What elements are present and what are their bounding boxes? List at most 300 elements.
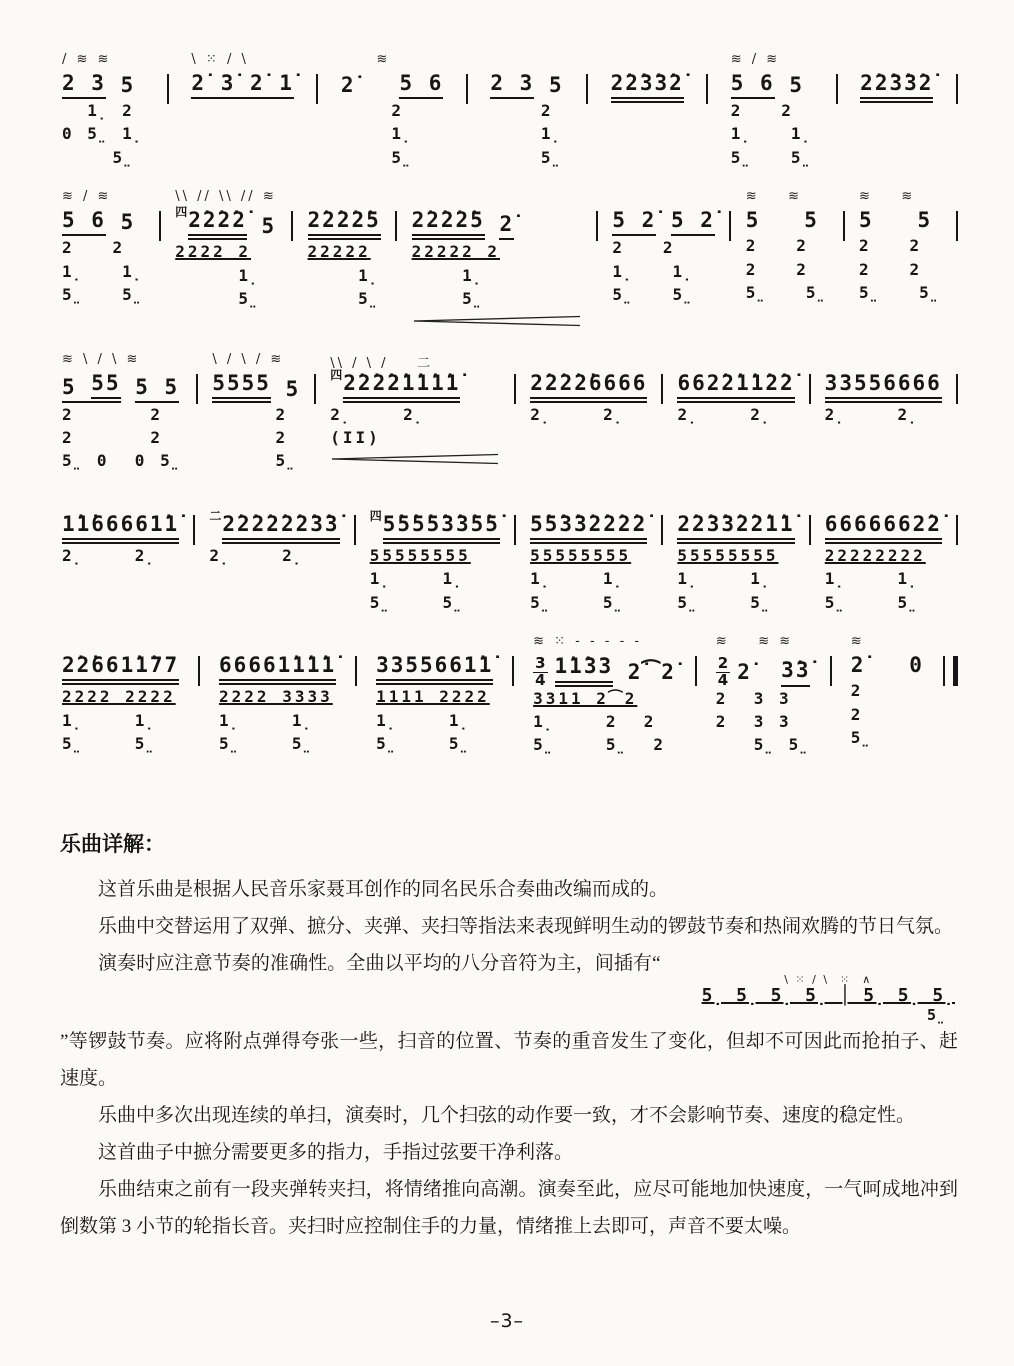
ornament-row: / ≋ ≋ <box>62 52 112 67</box>
note-group: 2 3 <box>490 72 534 99</box>
inline-notation-chord: 5̤ <box>926 1005 945 1024</box>
barline <box>943 656 958 686</box>
ornament-row <box>62 634 179 654</box>
melody-row <box>308 209 381 240</box>
measure <box>308 189 381 310</box>
score-system <box>62 352 958 473</box>
note-group: 1̇1̇33 <box>555 655 614 686</box>
melody-notes <box>611 72 684 103</box>
chord-row: 2 2 <box>745 236 809 256</box>
melody-notes <box>746 209 819 234</box>
note-group: 55 <box>91 372 120 403</box>
chord-row: 1̣ 1̣ <box>530 569 626 589</box>
melody-row <box>533 654 676 687</box>
melody-row <box>530 372 647 403</box>
ornament-row: ≋ ≋ <box>858 189 916 205</box>
chord-row: 2 2 <box>858 259 923 279</box>
note-group: 5555 <box>212 372 271 403</box>
note-group: 6666 <box>219 654 278 685</box>
melody-notes <box>530 372 647 403</box>
note-group: 1̇1̇2̇2̇ <box>736 372 795 403</box>
barline <box>843 211 845 241</box>
chord-row: 5̤ 5̤ <box>369 592 465 612</box>
chord-row: 2222 2222 <box>62 687 176 707</box>
chord-row: 1̣ 1̣ <box>62 261 145 281</box>
melody-row <box>191 72 294 99</box>
chord-row: 2̣ 2̣ <box>824 404 920 424</box>
ornament-row <box>530 352 647 372</box>
chord-row: 3311 2⁀2 <box>533 688 638 708</box>
chord-row: 2 3 3 <box>715 711 792 731</box>
barline <box>729 211 731 241</box>
note-group: 5 6 <box>731 72 775 99</box>
measure <box>341 52 444 169</box>
melody-notes <box>62 513 179 544</box>
note-group: 2̇2̇2̇2̇ <box>589 513 648 544</box>
note-group: 2 3 <box>62 72 106 99</box>
melody-notes <box>612 209 715 236</box>
melody-row <box>62 513 179 544</box>
time-denominator: 4 <box>717 670 729 689</box>
score-system <box>62 52 958 169</box>
melody-row <box>376 654 493 685</box>
note-group: 5 <box>62 376 91 403</box>
score <box>62 52 958 777</box>
note-group: 1̇1̇66 <box>62 513 121 544</box>
melody-row <box>612 209 715 236</box>
inline-notation-ornaments: \ ⁙ / \ ⁙ ∧ <box>784 973 873 987</box>
note-group: 3355 <box>376 654 435 685</box>
chord-row: (II) <box>330 428 381 448</box>
note-group: 2̇2̇2̇2̇ <box>188 209 247 240</box>
chord-row: 5̤ <box>490 147 564 167</box>
barline <box>193 515 195 545</box>
melody-notes <box>825 372 942 403</box>
chord-row: 2 2 <box>858 236 923 256</box>
barline <box>466 74 468 104</box>
paragraph-sweep: 乐曲中多次出现连续的单扫，演奏时，几个扫弦的动作要一致，才不会影响节奏、速度的稳定性。 <box>98 1105 916 1127</box>
chord-row: 1̣ 1̣ <box>376 710 472 730</box>
ornament-row <box>62 493 179 513</box>
melody-row <box>62 209 144 236</box>
ornament-row: \\ // \\ // ≋ <box>175 189 277 205</box>
chord-row: 1̣ <box>175 265 261 285</box>
paragraph-ending: 乐曲结束之前有一段夹弹转夹扫，将情绪推向高潮。演奏至此，应尽可能地加快速度，一气呵成地冲到倒数第 3 小节的轮指长音。夹扫时应控制住手的力量，情绪推上去即可，声音不要太噪。 <box>60 1179 958 1238</box>
melody-notes <box>62 72 135 99</box>
paragraph-finger-strength: 这首曲子中摭分需要更多的指力，手指过弦要干净利落。 <box>98 1142 574 1164</box>
measure <box>191 52 294 99</box>
barline <box>512 656 514 686</box>
chord-row: 5̤ <box>340 147 414 167</box>
chord-row: 2 <box>850 681 864 701</box>
ornament-row: \ / \ / ≋ <box>212 351 285 367</box>
note-group: 5 <box>774 73 804 97</box>
chord-row: 5̤ 5̤ <box>715 735 811 755</box>
note-group <box>485 215 500 240</box>
chord-row: 5̤ <box>850 727 873 747</box>
ornament-row: ≋ <box>340 52 391 67</box>
note-group: 5̇5̇3̇3̇ <box>530 513 589 544</box>
barline <box>695 656 697 686</box>
melody-row <box>677 513 794 544</box>
melody-notes <box>383 513 500 544</box>
melody-row <box>825 372 942 403</box>
time-signature <box>716 656 730 689</box>
barline <box>159 211 161 241</box>
melody-row <box>62 72 144 99</box>
measure <box>533 634 676 757</box>
score-system <box>62 493 958 614</box>
note-group: 1̇1̇1̇1̇ <box>278 654 337 685</box>
chord-row: 1111 2222 <box>376 687 490 707</box>
note-group: 661̇1̇ <box>435 654 494 685</box>
chord-row: 5̤ 5̤ <box>745 283 829 303</box>
measure <box>677 493 794 614</box>
melody-notes <box>212 372 300 403</box>
chord-row: 2 2 <box>730 101 794 121</box>
score-system <box>62 189 958 331</box>
ornament-row <box>677 352 794 372</box>
note-group: 5 <box>105 73 136 97</box>
note-group: 5 <box>105 210 136 235</box>
note-group: 1̇1̇1̇1̇ <box>402 372 461 403</box>
chord-row: 1̣ <box>340 124 414 144</box>
chord-row: 5̤ 5̤ <box>62 733 158 753</box>
chord-row: 2̣ 2̣ <box>530 404 626 424</box>
note-group: 2̇2̇3̇3̇ <box>281 513 340 544</box>
melody-notes <box>851 654 924 679</box>
inline-notation-notes: 5̣ 5̣ 5̣ 5̣ │ 5̣ 5̣ 5̣ <box>701 985 955 1007</box>
melody-row <box>677 372 794 403</box>
melody-row <box>859 209 941 234</box>
melody-notes <box>341 72 444 99</box>
ornament-row: ≋ / ≋ <box>730 52 781 67</box>
commentary-heading: 乐曲详解： <box>60 832 165 856</box>
measure <box>677 352 794 426</box>
chord-row: 1̣ 1̣ <box>62 710 158 730</box>
chord-row: 5̤ 5̤ <box>612 285 695 305</box>
note-group: 2̇ 3̇ 2̇ 1̇ <box>191 72 294 99</box>
melody-notes <box>677 513 794 544</box>
note-group: 5 2̇ <box>612 209 656 236</box>
melody-notes <box>62 372 179 403</box>
note-group: 2̇ <box>340 73 400 97</box>
barline <box>809 374 811 404</box>
barline <box>661 515 663 545</box>
chord-row: 1̣ 1̣ <box>219 710 315 730</box>
note-group: 2̇2̇1̇1̇ <box>736 513 795 544</box>
paragraph-techniques: 乐曲中交替运用了双弹、摭分、夹弹、夹扫等指法来表现鲜明生动的锣鼓节奏和热闹欢腾的节日气氛。 <box>98 915 954 937</box>
barline <box>514 374 516 404</box>
chord-row: 5̤ <box>212 451 298 471</box>
note-group: 5 5 <box>745 208 819 233</box>
barline <box>830 656 832 686</box>
ornament-row <box>677 493 794 513</box>
melody-row <box>611 72 684 103</box>
ornament-row <box>825 352 942 372</box>
measure <box>62 52 144 169</box>
barline <box>314 374 316 404</box>
ornament-row <box>860 52 933 72</box>
melody-notes <box>825 513 942 544</box>
note-group: 2̇ <box>499 213 514 240</box>
measure <box>330 352 500 471</box>
melody-notes <box>677 372 794 403</box>
ornament-row <box>370 493 500 513</box>
melody-notes <box>859 209 932 234</box>
note-group: 2̇2̇2̇2̇5 <box>308 209 381 240</box>
note-group: 5̇5̇5̇5̇ <box>383 513 442 544</box>
note-group: 5 <box>270 376 301 401</box>
melody-notes <box>490 72 563 99</box>
chord-row: 5̤ 5̤ <box>677 592 773 612</box>
measure <box>860 52 933 103</box>
measure <box>825 493 942 614</box>
ornament-row: ≋ <box>850 634 865 650</box>
ornament-row <box>209 493 339 513</box>
chord-row: 5̤ 5̤ <box>824 592 920 612</box>
chord-row: 5̤ <box>62 147 135 167</box>
ornament-row <box>412 189 582 209</box>
note-group: 2̇2̇66 <box>62 654 121 685</box>
measure <box>219 634 336 755</box>
note-group: 2̇2̇3̇3̇2̇ <box>611 72 684 103</box>
chord-row: 2222 3333 <box>219 687 333 707</box>
chord-row: 2 <box>212 428 289 448</box>
chord-row: 5̤ 5̤ <box>62 285 145 305</box>
measure <box>530 352 647 426</box>
position-marker: 二 <box>209 508 222 523</box>
barline <box>167 74 169 104</box>
chord-row: 2̣ 2̣ <box>677 404 773 424</box>
ornament-row: ≋ ≋ <box>745 189 803 205</box>
measure <box>209 493 339 567</box>
paragraph-origin: 这首乐曲是根据人民音乐家聂耳创作的同名民乐合奏曲改编而成的。 <box>98 878 669 900</box>
ornament-row <box>825 493 942 513</box>
note-group: 2̇ <box>737 660 782 685</box>
ornament-row <box>376 634 493 654</box>
barline <box>514 515 516 545</box>
chord-row: 22222222 <box>824 545 926 565</box>
chord-row: 5̤ 5̤ <box>858 283 942 303</box>
note-group: 2̇2̇2̇2̇ <box>530 372 589 403</box>
chord-row: 1̣ 1̣ <box>730 124 814 144</box>
ornament-row: \ ⁙ / \ <box>191 52 249 67</box>
chord-row: 5̤ 5̤ 2 <box>533 735 667 755</box>
paragraph-rhythm-pre: 演奏时应注意节奏的准确性。全曲以平均的八分音符为主，间插有“ <box>98 953 661 975</box>
chord-row: 22222 2 <box>411 242 500 262</box>
chord-row: 22222 <box>307 242 371 262</box>
barline <box>355 656 357 686</box>
chord-row: 2 2 <box>612 238 676 258</box>
chord-row: 5̤ <box>411 289 485 309</box>
melody-row <box>175 205 277 240</box>
melody-row <box>62 654 179 685</box>
chord-row: 5̤ 5̤ <box>530 592 626 612</box>
chord-row: 2 3 3 <box>715 688 792 708</box>
chord-row: 2 <box>212 404 289 424</box>
measure <box>612 189 715 306</box>
barline <box>956 515 958 545</box>
position-marker: 四 <box>175 205 188 220</box>
note-group: 5 6 <box>399 72 443 99</box>
time-denominator: 4 <box>535 670 546 689</box>
barline <box>596 211 598 241</box>
melody-notes <box>188 209 276 240</box>
melody-notes <box>343 372 460 403</box>
note-group: 3̇3̇5̇5̇ <box>441 513 500 544</box>
melody-row <box>530 513 647 544</box>
note-group: 5 <box>246 214 277 239</box>
chord-row: 2 <box>850 704 864 724</box>
measure <box>175 189 276 310</box>
note-group: 2̇2̇3̇3̇ <box>677 513 736 544</box>
chord-row: 2 2 <box>62 404 164 424</box>
chord-row: 1̣ 1̣ <box>612 261 695 281</box>
chord-row: 2 2 <box>62 428 164 448</box>
melody-notes <box>731 72 804 99</box>
measure <box>851 634 924 749</box>
barline <box>586 74 588 104</box>
measure <box>746 189 828 304</box>
melody-notes <box>412 209 515 240</box>
chord-row: 1̣ 2 <box>62 101 135 121</box>
melody-row <box>369 508 500 544</box>
melody-notes <box>62 654 179 685</box>
ornament-row: ≋ \ / \ ≋ <box>62 351 141 367</box>
melody-notes <box>555 655 676 686</box>
melody-row <box>860 72 933 103</box>
measure <box>859 189 941 304</box>
crescendo-hairpin <box>412 314 582 332</box>
page-number: –3– <box>489 1310 525 1332</box>
ornament-row: ≋ ≋ ≋ <box>715 634 794 650</box>
note-group: 662̇2̇ <box>883 513 942 544</box>
chord-row: 2̣ 2̣ <box>209 545 305 565</box>
chord-row: 5̤ 0 0 5̤ <box>62 451 183 471</box>
measure <box>62 634 179 755</box>
chord-row: 1̣ 1̣ <box>677 569 773 589</box>
note-group: 2̇⁀2̇ <box>613 660 676 685</box>
melody-notes <box>530 513 647 544</box>
chord-row: 55555555 <box>369 545 471 565</box>
chord-row: 1̣ 1̣ <box>824 569 920 589</box>
paragraph-rhythm-post: ”等锣鼓节奏。应将附点弹得夸张一些，扫音的位置、节奏的重音发生了变化，但却不可因此而抢拍子、赶速度。 <box>60 1031 958 1090</box>
ornament-row: \\ / \ / 二 <box>330 355 434 371</box>
measure <box>716 634 811 757</box>
melody-row <box>851 654 924 679</box>
ornament-row <box>530 493 647 513</box>
barline <box>809 515 811 545</box>
barline <box>395 211 397 241</box>
melody-row <box>490 72 563 99</box>
barline <box>291 211 293 241</box>
melody-notes <box>376 654 493 685</box>
barline <box>706 74 708 104</box>
melody-row <box>219 654 336 685</box>
melody-row <box>209 508 340 544</box>
crescendo-hairpin <box>330 452 500 470</box>
melody-notes <box>191 72 294 99</box>
note-group: 2̇ 0 <box>850 653 924 678</box>
measure <box>731 52 813 169</box>
note-group: 662̇2̇ <box>677 372 736 403</box>
chord-row: 2 2 <box>62 238 126 258</box>
note-group: 2̇2̇3̇3̇2̇ <box>860 72 933 103</box>
commentary-section <box>60 824 958 1245</box>
chord-row: 1̣ <box>411 265 485 285</box>
measure <box>412 189 582 331</box>
ornament-row <box>219 634 336 654</box>
ornament-row <box>612 189 715 209</box>
barline <box>198 656 200 686</box>
barline <box>661 374 663 404</box>
score-system <box>62 634 958 757</box>
note-group: 1̇1̇77 <box>121 654 180 685</box>
measure <box>62 189 144 306</box>
melody-row <box>746 209 828 234</box>
chord-row: 2 <box>340 101 405 121</box>
measure <box>62 352 182 473</box>
barline <box>956 74 958 104</box>
chord-row: 2 <box>490 101 554 121</box>
chord-row: 1̣ 2 2 <box>533 711 657 731</box>
ornament-row <box>611 52 684 72</box>
chord-row: 1̣ <box>490 124 564 144</box>
chord-row: 0 5̤ 1̣ <box>62 124 145 144</box>
chord-row: 1̣ 1̣ <box>369 569 465 589</box>
measure <box>62 493 179 567</box>
measure <box>490 52 563 169</box>
melody-notes <box>219 654 336 685</box>
note-group: 3̇3̇ <box>781 659 810 686</box>
melody-row <box>825 513 942 544</box>
barline <box>316 74 318 104</box>
barline <box>836 74 838 104</box>
chord-row: 55555555 <box>677 545 779 565</box>
chord-row: 5̤ <box>307 289 381 309</box>
note-group <box>656 211 671 236</box>
chord-row: 2222 2 <box>175 242 252 262</box>
note-group: 2̇2̇2̇2̇5 <box>412 209 485 240</box>
melody-row <box>62 372 182 403</box>
melody-row <box>731 72 813 99</box>
melody-row <box>716 654 811 687</box>
note-group: 6666 <box>589 372 648 403</box>
barline <box>354 515 356 545</box>
note-group: 5 6 <box>62 209 106 236</box>
time-numerator: 3 <box>535 654 546 673</box>
chord-row: 1̣ <box>307 265 381 285</box>
melody-row <box>330 367 500 403</box>
ornament-row: ≋ ⁙ - - - - - <box>533 634 643 650</box>
melody-notes <box>62 209 135 236</box>
barline <box>956 374 958 404</box>
note-group: 6666 <box>883 372 942 403</box>
note-group <box>121 378 136 403</box>
paragraph-rhythm <box>60 945 958 1097</box>
note-group: 5 <box>534 73 564 97</box>
melody-notes <box>222 513 339 544</box>
melody-row <box>412 209 582 240</box>
melody-notes <box>308 209 381 240</box>
position-marker: 四 <box>330 367 343 382</box>
chord-row: 5̤ <box>175 289 261 309</box>
measure <box>611 52 684 103</box>
note-group: 661̇1̇ <box>121 513 180 544</box>
position-marker: 四 <box>369 508 382 523</box>
chord-row: 2̣ 2̣ <box>330 404 426 424</box>
